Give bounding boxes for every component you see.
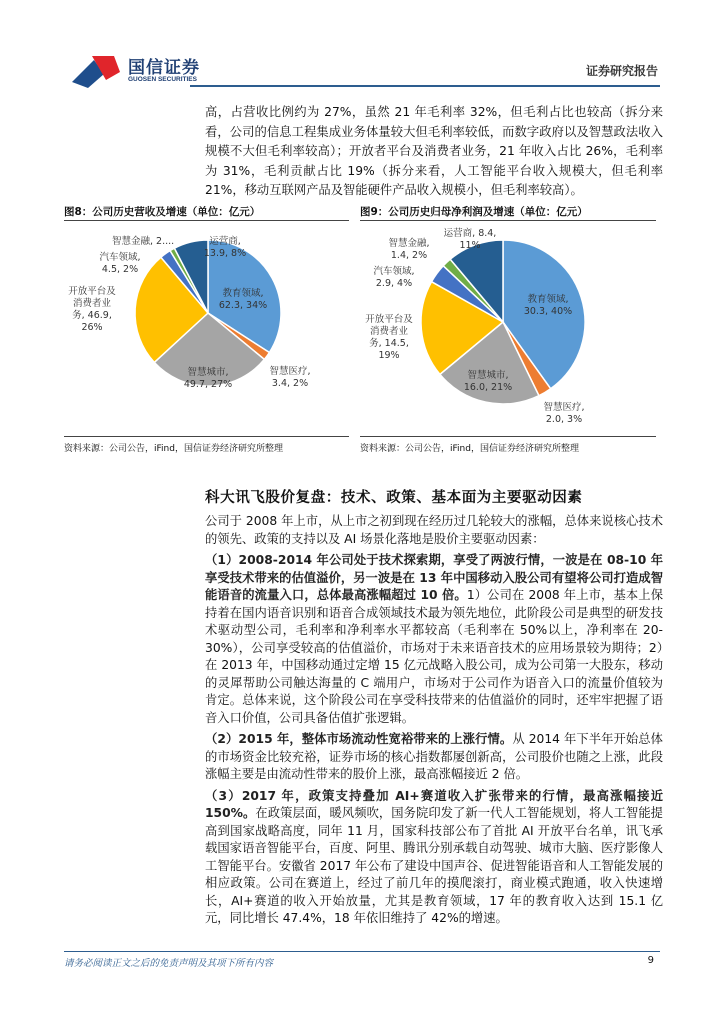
pie-label-smart-city: 智慧城市, 49.7, 27%: [183, 367, 233, 390]
paragraph-text: 从 2014 年下半年开始总体的市场资金比较充裕，证券市场的核心指数都屡创新高，公司股价也随之上涨，此段涨幅主要是由流动性带来的股价上涨，最高涨幅接近 2 倍。: [205, 732, 663, 781]
paragraph: [205, 788, 663, 928]
pie-label-open-platform: 开放平台及消费者业务, 46.9, 26%: [68, 286, 116, 333]
pie-label-carrier: 运营商, 13.9, 8%: [203, 236, 247, 259]
paragraph-text: 在政策层面，暖风频吹，国务院印发了新一代人工智能规划，将人工智能提高到国家战略高度，同年 11 月，国家科技部公布了首批 AI 开放平台名单，讯飞承载国家语音智能平台，百度、阿里、腾讯分别承载自动驾驶、城市大脑、医疗影像人工智能平台。安徽省 2017 年公布了建设中国声谷、促进智能语音和人工智能发展的相应政策。公司在赛道上，经过了前几年的摸爬滚打，商业模式跑通，收入快速增长，AI+赛道的收入开始放量，尤其是教育领域，17 年的教育收入达到 15.1 亿元，同比增长 47.4%，18 年依旧维持了 42%的增速。: [205, 806, 663, 925]
logo-subtext: GUOSEN SECURITIES: [128, 76, 197, 83]
paragraph-lead: （2）2015 年，整体市场流动性宽裕带来的上涨行情。: [205, 732, 513, 746]
paragraph-text: 1）公司在 2008 年上市，基本上保持着在国内语音识别和语音合成领域技术最为领先地位，此阶段公司是典型的研发技术驱动型公司，毛利率和净利率水平都较高（毛利率在 50%以上，净利率在 20-30%），公司享受较高的估值溢价，市场对于未来语音技术的应用场景较为期待；2）在 2013 年，中国移动通过定增 15 亿元战略入股公司，成为公司第一大股东，移动的灵犀帮助公司触达海量的 C 端用户，市场对于公司作为语音入口的流量价值较为肯定。总体来说，这个阶段公司在享受科技带来的估值溢价的同时，还牢牢把握了语音入口价值，公司具备估值扩张逻辑。: [205, 588, 663, 725]
intro-paragraph: 高，占营收比例约为 27%，虽然 21 年毛利率 32%，但毛利占比也较高（拆分来看，公司的信息工程集成业务体量较大但毛利率较低，而数字政府以及智慧政法收入规模不大但毛利率较高）；开放者平台及消费者业务，21 年收入占比 26%，毛利率为 31%，毛利贡献占比 19%（拆分来看，人工智能平台收入规模大，但毛利率 21%，移动互联网产品及智能硬件产品收入规模小，但毛利率较高）。: [205, 105, 663, 197]
section-title: 科大讯飞股价复盘：技术、政策、基本面为主要驱动因素: [205, 490, 583, 506]
figure-title: 图9：公司历史归母净利润及增速（单位：亿元）: [360, 204, 656, 221]
paragraph: [205, 513, 663, 548]
paragraph: [205, 731, 663, 784]
footer-disclaimer[interactable]: 请务必阅读正文之后的免责声明及其项下所有内容: [64, 958, 274, 969]
pie-label-healthcare: 智慧医疗, 2.0, 3%: [543, 402, 585, 425]
paragraph-text: 公司于 2008 年上市，从上市之初到现在经历过几轮较大的涨幅，总体来说核心技术的领先、政策的支持以及 AI 场景化落地是股价主要驱动因素：: [205, 514, 663, 546]
pie-label-education: 教育领域, 62.3, 34%: [218, 288, 268, 311]
logo-text: 国信证券: [128, 58, 200, 78]
pie-label-education: 教育领域, 30.3, 40%: [523, 294, 573, 317]
body-text: [205, 513, 663, 932]
pie-label-finance: 智慧金融, 2....: [112, 236, 175, 247]
paragraph-lead: （1）2008-2014 年公司处于技术探索期，享受了两波行情，一波是在 08-10 年享受技术带来的估值溢价，另一波是在 13 年中国移动入股公司有望将公司打造成智能语音的流量入口，总体最高涨幅超过 10 倍。: [205, 553, 663, 602]
pie-label-healthcare: 智慧医疗, 3.4, 2%: [269, 366, 311, 389]
pie-label-automotive: 汽车领域, 4.5, 2%: [99, 252, 141, 275]
footer-divider: [64, 951, 660, 952]
paragraph-lead: （3）2017 年，政策支持叠加 AI+赛道收入扩张带来的行情，最高涨幅接近 150%。: [205, 788, 663, 820]
pie-label-carrier: 运营商, 8.4, 11%: [443, 228, 497, 251]
pie-label-smart-city: 智慧城市, 16.0, 21%: [463, 370, 513, 393]
pie-label-automotive: 汽车领域, 2.9, 4%: [373, 266, 415, 289]
figure-source: 资料来源：公司公告，iFind，国信证券经济研究所整理: [64, 436, 349, 454]
pie-label-open-platform: 开放平台及消费者业务, 14.5, 19%: [365, 314, 413, 361]
header-divider: [190, 85, 660, 87]
page-number: 9: [647, 955, 654, 966]
pie-label-finance: 智慧金融, 1.4, 2%: [388, 238, 430, 261]
paragraph: [205, 552, 663, 727]
figure-title: 图8：公司历史营收及增速（单位：亿元）: [64, 204, 349, 221]
report-type: 证券研究报告: [585, 64, 658, 78]
figure-source: 资料来源：公司公告，iFind，国信证券经济研究所整理: [360, 436, 656, 454]
